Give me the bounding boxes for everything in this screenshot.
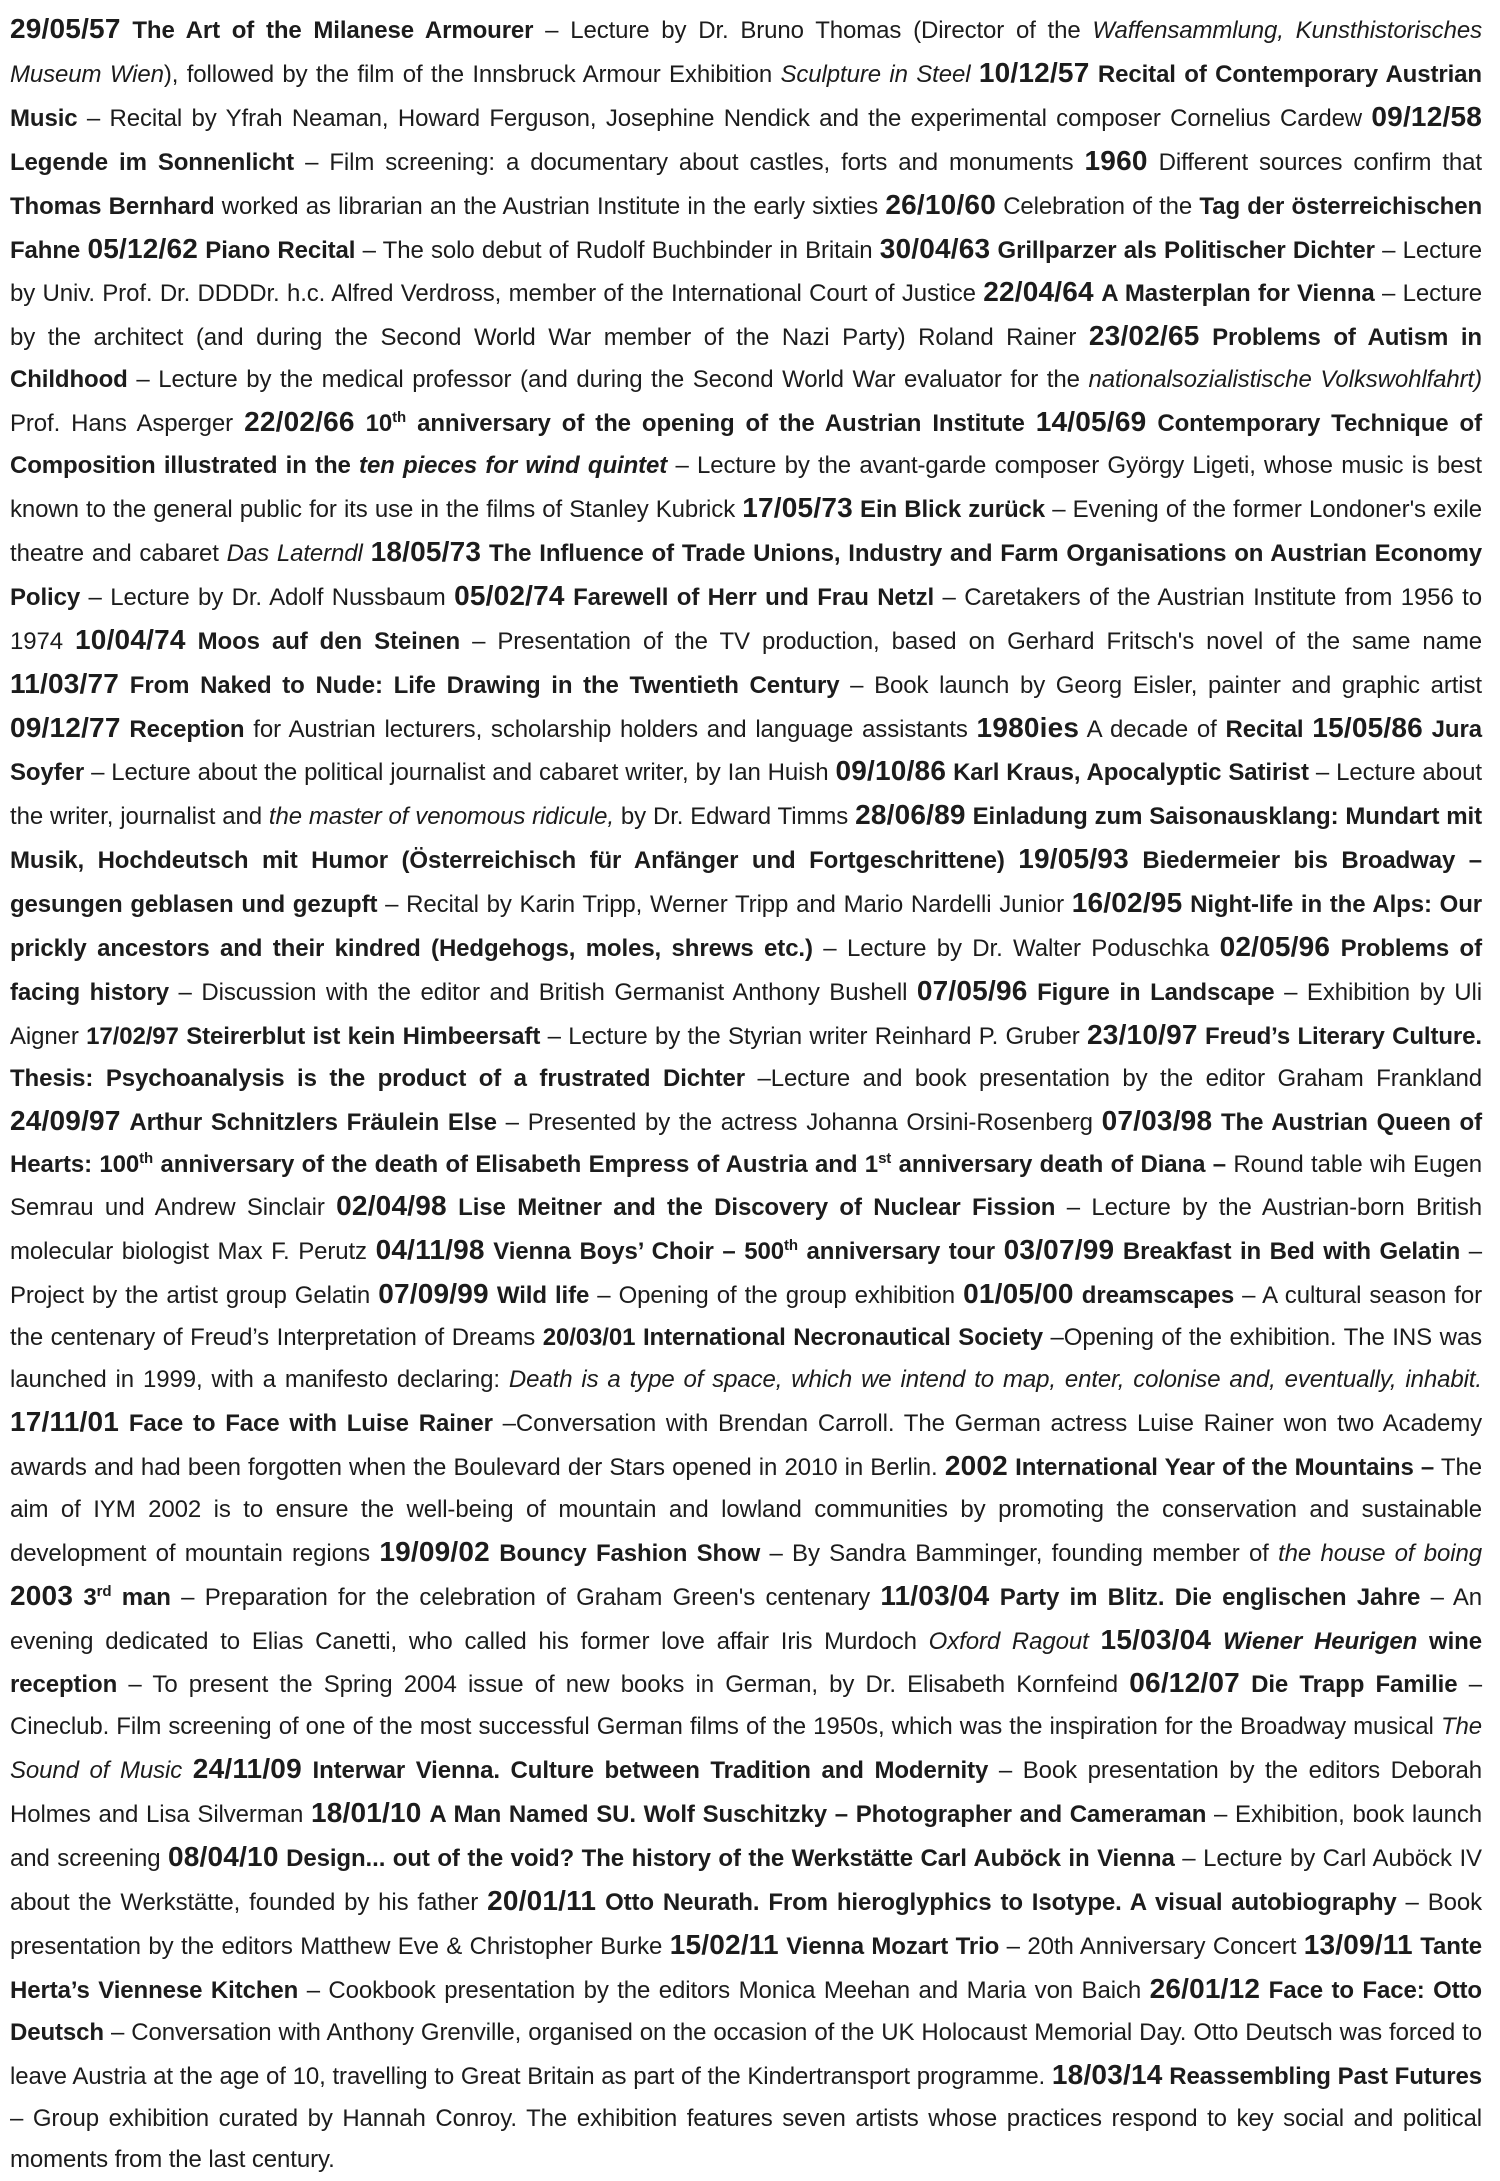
event-description — [302, 1757, 313, 1784]
event-description — [121, 17, 133, 44]
event-entry — [86, 1023, 1087, 1050]
event-title-italic: Wiener Heurigen — [1222, 1627, 1418, 1655]
event-description: – Conversation with Anthony Grenville, organised on the occasion of the UK Holocaust Memorial Day. Otto Deutsch was forced to leave Austria at the age of 10, travelling to Great Britain as part of the Kindertransport programme. — [10, 2018, 1482, 2090]
event-date: 09/10/86 — [835, 755, 947, 787]
event-title: Problems of Autism in Childhood — [10, 324, 1482, 394]
event-description: – Preparation for the celebration of Graham Green's centenary — [170, 1583, 881, 1611]
event-date: 07/09/99 — [378, 1278, 489, 1310]
event-date: 11/03/77 — [10, 667, 120, 699]
event-title: A Masterplan for Vienna — [1101, 280, 1375, 308]
event-date: 23/10/97 — [1087, 1018, 1198, 1050]
event-description — [481, 540, 489, 567]
event-title: Figure in Landscape — [1037, 978, 1275, 1006]
event-description — [1089, 61, 1097, 88]
event-description: – Group exhibition curated by Hannah Conroy. The exhibition features seven artists whose practices respond to key social and political moments from the last century. — [10, 2104, 1482, 2174]
event-entry — [379, 1535, 1482, 1567]
event-description: – Presented by the actress Johanna Orsini-Rosenberg — [496, 1108, 1102, 1136]
event-entry — [10, 1579, 881, 1611]
event-title: Interwar Vienna. Culture between Tradition and Modernity — [312, 1757, 989, 1785]
event-title: 20/03/01 — [542, 1324, 636, 1352]
event-entry — [378, 1278, 964, 1310]
event-description: – Lecture by Dr. Bruno Thomas (Director of the — [533, 17, 1093, 44]
event-description — [1074, 1282, 1082, 1309]
event-title: Ein Blick zurück — [860, 495, 1046, 523]
event-date: 1980ies — [976, 711, 1080, 743]
event-title: Contemporary Technique of Composition illustrated in the — [10, 410, 1482, 480]
event-description: – Opening of the group exhibition — [589, 1282, 964, 1310]
event-description — [447, 1194, 458, 1221]
event-title: 10 — [365, 410, 393, 438]
event-description: – Exhibition, book launch and screening — [10, 1801, 1482, 1873]
event-description: –Opening of the exhibition. The INS was launched in 1999, with a manifesto declaring: — [10, 1324, 1482, 1394]
italic-text: the master of venomous ridicule, — [268, 803, 614, 831]
event-description: – A cultural season for the centenary of Freud’s Interpretation of Dreams — [10, 1282, 1482, 1352]
event-date: 08/04/10 — [168, 1841, 279, 1873]
event-title: Arthur Schnitzlers Fräulein Else — [129, 1108, 497, 1136]
event-date: 01/05/00 — [963, 1278, 1074, 1310]
event-description: Celebration of the — [995, 192, 1200, 220]
event-date: 15/03/04 — [1100, 1623, 1212, 1655]
event-description: worked as librarian an the Austrian Institute in the early sixties — [214, 192, 886, 220]
event-description: – Lecture by Univ. Prof. Dr. DDDDr. h.c. Alfred Verdross, member of the International Court of Justice — [10, 236, 1482, 308]
event-date: 18/03/14 — [1051, 2058, 1163, 2090]
superscript: th — [783, 1237, 798, 1255]
italic-text: nationalsozialistische Volkswohlfahrt) — [1088, 366, 1483, 394]
event-entry — [244, 406, 1036, 438]
event-date: 2003 — [10, 1579, 74, 1611]
event-title: Problems of facing history — [10, 935, 1482, 1006]
event-entry — [87, 232, 880, 264]
event-description: ), followed by the film of the Innsbruck Armour Exhibition — [163, 60, 781, 88]
event-title: Design... out of the void? The history of the Werkstätte Carl Auböck in Vienna — [286, 1845, 1175, 1873]
event-title: Recital — [1225, 715, 1304, 743]
event-description: – Lecture by the architect (and during the Second World War member of the Nazi Party) Roland Rainer — [10, 280, 1482, 352]
event-date: 28/06/89 — [855, 799, 966, 831]
event-title: Thomas Bernhard — [10, 192, 215, 220]
event-description — [1240, 1671, 1251, 1698]
event-date: 02/04/98 — [336, 1190, 447, 1222]
superscript: th — [139, 1149, 154, 1167]
event-description: – Book launch by Georg Eisler, painter and graphic artist — [839, 671, 1482, 699]
event-date: 19/05/93 — [1018, 843, 1129, 875]
event-description: – 20th Anniversary Concert — [999, 1932, 1304, 1960]
event-entry — [10, 667, 1482, 699]
event-title: Face to Face with Luise Rainer — [128, 1410, 493, 1437]
event-title: anniversary of the opening of the Austrian Institute — [406, 410, 1025, 438]
event-title: A Man Named SU. Wolf Suschitzky – Photographer and Cameraman — [429, 1801, 1207, 1829]
event-title: Piano Recital — [205, 236, 356, 264]
event-description — [853, 496, 860, 523]
italic-text: Das Laterndl — [226, 539, 363, 567]
event-description — [1005, 847, 1019, 874]
event-description: – Recital by Yfrah Neaman, Howard Ferguson, Josephine Nendick and the experimental composer Cornelius Cardew — [77, 104, 1372, 132]
event-date: 20/01/11 — [487, 1884, 597, 1916]
event-title: From Naked to Nude: Life Drawing in the Twentieth Century — [129, 671, 840, 699]
event-date: 23/02/65 — [1088, 320, 1200, 352]
event-title: man — [111, 1583, 171, 1611]
event-title-italic: ten pieces for wind quintet — [359, 452, 668, 480]
event-description — [1129, 847, 1143, 874]
event-description: – Lecture by Dr. Adolf Nussbaum — [80, 583, 455, 611]
event-description — [990, 237, 997, 264]
italic-text: the house of boing — [1278, 1539, 1482, 1567]
italic-text: Death is a type of space, which we intend to map, enter, colonise and, eventually, inhabit. — [508, 1366, 1483, 1394]
event-description — [1146, 410, 1157, 437]
event-description — [363, 540, 371, 567]
event-description: by Dr. Edward Timms — [613, 803, 856, 831]
event-description — [995, 1238, 1004, 1265]
event-date: 05/12/62 — [87, 232, 199, 264]
event-description — [989, 1584, 999, 1611]
event-description — [1182, 891, 1190, 918]
event-description: – By Sandra Bamminger, founding member of — [760, 1539, 1279, 1567]
event-description — [119, 1410, 129, 1437]
event-description — [279, 1845, 287, 1872]
event-description: – Lecture by the Austrian-born British molecular biologist Max F. Perutz — [10, 1194, 1482, 1266]
event-title: wine reception — [10, 1627, 1482, 1699]
event-date: 30/04/63 — [879, 232, 991, 264]
event-title: Party im Blitz. Die englischen Jahre — [999, 1583, 1421, 1611]
event-chronology — [10, 8, 1482, 2181]
event-description — [73, 1584, 83, 1611]
event-description: – Book presentation by the editors Deborah Holmes and Lisa Silverman — [10, 1757, 1482, 1829]
event-description: – Lecture by Carl Auböck IV about the Werkstätte, founded by his father — [10, 1845, 1482, 1916]
event-date: 15/05/86 — [1312, 711, 1423, 743]
event-description — [1330, 935, 1340, 962]
superscript: th — [392, 409, 407, 427]
event-description: – Exhibition by Uli Aigner — [10, 978, 1482, 1050]
event-description: – Film screening: a documentary about castles, forts and monuments — [294, 148, 1085, 176]
event-date: 18/01/10 — [310, 1797, 422, 1829]
event-date: 24/11/09 — [192, 1753, 302, 1785]
event-date: 07/05/96 — [916, 974, 1028, 1006]
event-date: 02/05/96 — [1219, 931, 1331, 963]
event-description: Round table wih Eugen Semrau und Andrew Sinclair — [10, 1150, 1483, 1222]
superscript: st — [878, 1149, 892, 1167]
event-description — [1025, 410, 1036, 437]
event-title: Recital of Contemporary Austrian Music — [10, 60, 1482, 132]
event-title: Face to Face: Otto Deutsch — [10, 1976, 1482, 2046]
event-title: The Austrian Queen of Hearts: 100 — [10, 1108, 1482, 1178]
event-date: 03/07/99 — [1003, 1234, 1115, 1266]
event-title: Lise Meitner and the Discovery of Nuclear Fission — [458, 1194, 1056, 1222]
event-entry — [75, 623, 1482, 655]
event-description — [119, 672, 130, 699]
event-description: –Conversation with Brendan Carroll. The German actress Luise Rainer won two Academy awards and had been forgotten when the Boulevard der Stars opened in 2010 in Berlin. — [10, 1410, 1482, 1481]
event-description — [596, 1889, 605, 1916]
event-date: 10/12/57 — [978, 56, 1090, 88]
event-date: 19/09/02 — [379, 1535, 490, 1567]
event-title: Night-life in the Alps: Our prickly ancestors and their kindred (Hedgehogs, moles, shrews etc.) — [10, 891, 1482, 963]
event-description — [1423, 716, 1432, 743]
event-entry — [976, 711, 1313, 743]
event-description — [970, 61, 978, 88]
event-description: – Discussion with the editor and British Germanist Anthony Bushell — [168, 978, 917, 1006]
event-description: The aim of IYM 2002 is to ensure the well-being of mountain and lowland communities by promoting the conservation and sustainable development of mountain regions — [10, 1453, 1482, 1567]
event-title: Steirerblut ist kein Himbeersaft — [186, 1022, 541, 1050]
event-title: Tante Herta’s Viennese Kitchen — [10, 1932, 1482, 2004]
event-description: – Cookbook presentation by the editors Monica Meehan and Maria von Baich — [298, 1976, 1150, 2004]
event-date: 05/02/74 — [454, 579, 565, 611]
event-title: dreamscapes — [1081, 1282, 1235, 1310]
event-description — [1200, 324, 1213, 351]
event-title: Tag der österreichischen Fahne — [10, 192, 1483, 264]
event-title: Grillparzer als Politischer Dichter — [997, 236, 1375, 264]
event-date: 07/03/98 — [1101, 1104, 1213, 1136]
event-description: – Lecture about the political journalist and cabaret writer, by Ian Huish — [84, 759, 836, 787]
event-date: 09/12/77 — [10, 711, 121, 743]
event-title: Freud’s Literary Culture. Thesis: Psychoanalysis is the product of a frustrated Dichter — [10, 1022, 1482, 1092]
italic-text: The Sound of Music — [10, 1713, 1482, 1785]
event-title: Einladung zum Saisonausklang: Mundart mit Musik, Hochdeutsch mit Humor (Österreichisch für Anfänger und Fortgeschrittene) — [10, 803, 1482, 875]
event-title: Otto Neurath. From hieroglyphics to Isotype. A visual autobiography — [605, 1888, 1397, 1916]
event-title: Jura Soyfer — [10, 715, 1482, 787]
event-description — [1260, 1977, 1269, 2004]
event-title: International Necronautical Society — [642, 1324, 1043, 1352]
event-date: 14/05/69 — [1035, 406, 1147, 438]
event-description: for Austrian lecturers, scholarship holders and language assistants — [244, 715, 977, 743]
event-description — [1198, 1023, 1205, 1050]
event-description — [1212, 1109, 1221, 1136]
event-description — [1114, 1238, 1123, 1265]
event-entry — [669, 1928, 1304, 1960]
event-date: 04/11/98 — [375, 1234, 485, 1266]
event-title: Vienna Boys’ Choir – 500 — [493, 1238, 784, 1266]
event-description: Prof. Hans Asperger — [10, 410, 245, 438]
event-date: 11/03/04 — [880, 1579, 990, 1611]
event-title: Vienna Mozart Trio — [786, 1932, 1000, 1960]
event-description — [565, 584, 573, 611]
event-description — [966, 803, 973, 830]
event-description — [1211, 1628, 1223, 1655]
event-description — [1027, 979, 1037, 1006]
event-description: – Lecture about the writer, journalist and — [10, 759, 1482, 831]
event-entry — [10, 1104, 1102, 1136]
event-date: 15/02/11 — [669, 1928, 779, 1960]
event-title: Die Trapp Familie — [1251, 1671, 1458, 1699]
event-date: 2002 — [944, 1449, 1008, 1481]
event-description — [485, 1238, 494, 1265]
event-date: 16/02/95 — [1071, 887, 1183, 919]
event-description: – An evening dedicated to Elias Canetti, who called his former love affair Iris Murdoch — [10, 1583, 1483, 1655]
event-title: Reception — [129, 715, 245, 743]
event-title: Karl Kraus, Apocalyptic Satirist — [953, 759, 1309, 787]
event-description: – Cineclub. Film screening of one of the most successful German films of the 1950s, which was the inspiration for the Broadway musical — [10, 1671, 1482, 1741]
event-title: Breakfast in Bed with Gelatin — [1122, 1238, 1461, 1266]
event-date: 1960 — [1084, 144, 1148, 176]
event-description: – The solo debut of Rudolf Buchbinder in Britain — [355, 236, 880, 264]
event-entry — [10, 711, 977, 743]
event-date: 29/05/57 — [10, 13, 121, 44]
event-date: 06/12/07 — [1129, 1667, 1240, 1699]
event-entry — [375, 1234, 1004, 1266]
event-date: 17/05/73 — [742, 491, 853, 523]
italic-text: Oxford Ragout — [928, 1627, 1089, 1655]
event-description: – Caretakers of the Austrian Institute from 1956 to 1974 — [10, 583, 1482, 655]
event-description — [635, 1324, 643, 1351]
event-description — [355, 410, 366, 437]
event-description: – Presentation of the TV production, based on Gerhard Fritsch's novel of the same name — [460, 627, 1482, 655]
event-title: 3 — [83, 1583, 97, 1611]
event-description — [186, 628, 198, 655]
italic-text: Waffensammlung, Kunsthistorisches Museum Wien — [10, 17, 1482, 88]
event-description — [182, 1757, 193, 1784]
event-title: The Influence of Trade Unions, Industry and Farm Organisations on Austrian Economy Policy — [10, 539, 1482, 611]
event-description: – Lecture by the Styrian writer Reinhard P. Gruber — [540, 1022, 1088, 1050]
event-title: Biedermeier bis Broadway – gesungen geblasen und gezupft — [10, 847, 1482, 919]
event-title: 17/02/97 — [86, 1022, 179, 1050]
event-description: – Book presentation by the editors Matthew Eve & Christopher Burke — [10, 1888, 1483, 1960]
event-date: 18/05/73 — [370, 535, 482, 567]
event-date: 10/04/74 — [75, 623, 186, 655]
event-description: – To present the Spring 2004 issue of new books in German, by Dr. Elisabeth Kornfeind — [117, 1671, 1130, 1699]
event-title: Reassembling Past Futures — [1169, 2062, 1482, 2090]
event-description — [489, 1282, 497, 1309]
event-date: 22/02/66 — [244, 406, 355, 438]
event-title: Legende im Sonnenlicht — [10, 148, 295, 176]
event-date: 26/01/12 — [1149, 1972, 1261, 2004]
event-description: –Project by the artist group Gelatin — [10, 1238, 1483, 1310]
event-description — [1304, 716, 1313, 743]
superscript: rd — [96, 1582, 112, 1600]
event-description: – Lecture by Dr. Walter Poduschka — [812, 935, 1220, 963]
event-date: 09/12/58 — [1371, 100, 1482, 132]
event-description: – Lecture by the medical professor (and during the Second World War evaluator for the — [127, 366, 1089, 394]
event-title: Bouncy Fashion Show — [499, 1539, 761, 1567]
event-title: International Year of the Mountains – — [1015, 1453, 1435, 1481]
event-title: anniversary of the death of Elisabeth Empress of Austria and 1 — [153, 1150, 879, 1178]
event-description: A decade of — [1079, 715, 1226, 743]
event-title: Moos auf den Steinen — [197, 627, 461, 655]
event-title: The Art of the Milanese Armourer — [132, 17, 534, 44]
event-title: anniversary tour — [797, 1238, 996, 1266]
event-title: anniversary death of Diana – — [891, 1150, 1226, 1178]
event-date: 24/09/97 — [10, 1104, 121, 1136]
event-date: 17/11/01 — [10, 1406, 120, 1437]
event-description: – Lecture by the avant-garde composer György Ligeti, whose music is best known to the general public for its use in the films of Stanley Kubrick — [10, 452, 1482, 523]
event-title: Wild life — [496, 1282, 590, 1310]
event-title: Farewell of Herr und Frau Netzl — [573, 583, 935, 611]
event-description — [1089, 1628, 1101, 1655]
event-description: Different sources confirm that — [1147, 148, 1482, 176]
event-description — [490, 1540, 499, 1567]
event-date: 13/09/11 — [1303, 1928, 1413, 1960]
italic-text: Sculpture in Steel — [780, 60, 971, 88]
event-date: 26/10/60 — [885, 188, 996, 220]
event-description: –Lecture and book presentation by the editor Graham Frankland — [744, 1064, 1482, 1092]
event-date: 22/04/64 — [983, 276, 1094, 308]
event-description: – Evening of the former Londoner's exile theatre and cabaret — [10, 495, 1482, 567]
event-description: – Recital by Karin Tripp, Werner Tripp and Mario Nardelli Junior — [377, 891, 1072, 919]
